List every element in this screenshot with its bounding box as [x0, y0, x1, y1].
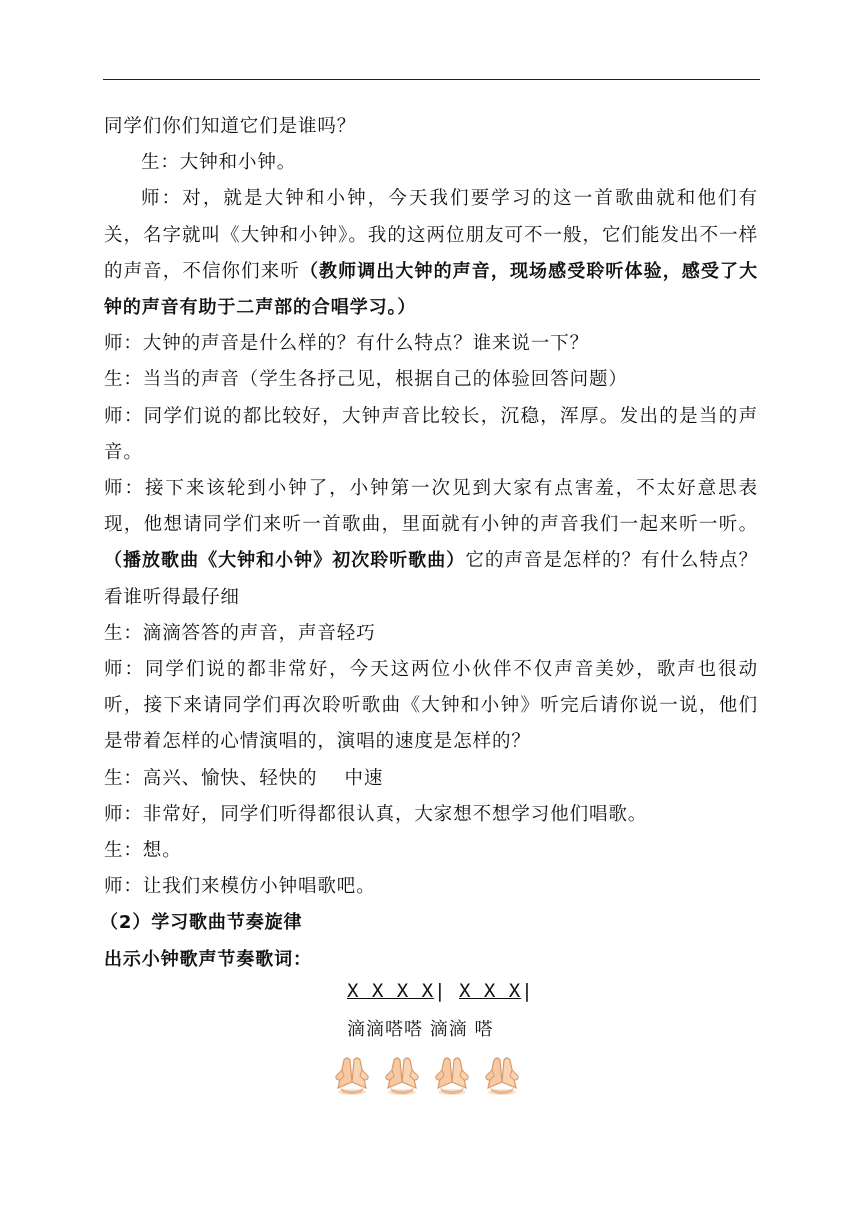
- paragraph: 同学们你们知道它们是谁吗？: [104, 116, 357, 137]
- paragraph: 师：非常好，同学们听得都很认真，大家想不想学习他们唱歌。: [104, 803, 648, 825]
- paragraph: 生：高兴、愉快、轻快的 中速: [104, 767, 384, 789]
- header-rule: [103, 79, 760, 80]
- lesson-text: [100, 109, 758, 978]
- paragraph: [104, 471, 758, 616]
- rhythm-notation: [347, 980, 534, 1002]
- paragraph-text: 师：接下来该轮到小钟了，小钟第一次见到大家有点害羞，不太好意思表现，他想请同学们来听一首歌曲，里面就有小钟的声音我们一起来听一听。: [104, 478, 758, 536]
- clapping-hands-icon: [332, 1052, 372, 1096]
- paragraph-text: 师：对，就是大钟和小钟，今天我们要学习的这一首歌曲就和他们有关，名字就叫《大钟和小钟》。我的这两位朋友可不一般，它们能发出不一样的声音，不信你们来听: [104, 188, 758, 282]
- clapping-hands-icon: [432, 1052, 472, 1096]
- rhythm-bar-1: X X X X: [347, 980, 435, 1002]
- paragraph: [104, 181, 758, 326]
- clapping-hands-icon: [382, 1052, 422, 1096]
- rhythm-lyrics: 滴滴嗒嗒 滴滴 嗒: [347, 1019, 494, 1040]
- bold-instruction: （播放歌曲《大钟和小钟》初次聆听歌曲）: [104, 550, 466, 572]
- paragraph: 师：同学们说的都非常好，今天这两位小伙伴不仅声音美妙，歌声也很动听，接下来请同学们再次聆听歌曲《大钟和小钟》听完后请你说一说，他们是带着怎样的心情演唱的，演唱的速度是怎样的？: [104, 659, 758, 753]
- barline: |: [521, 980, 534, 1002]
- clap-row: [332, 1052, 522, 1096]
- rhythm-bar-2: X X X: [458, 980, 522, 1002]
- paragraph: 生：大钟和小钟。: [141, 152, 297, 174]
- paragraph: 生：想。: [104, 840, 182, 862]
- bold-instruction: （教师调出大钟的声音，现场感受聆听体验，感受了大钟的声音有助于二声部的合唱学习。）: [104, 260, 758, 319]
- paragraph-tail: 它的声音是怎样的？有什么特点？看谁听得最仔细: [104, 550, 758, 608]
- paragraph: 生：当当的声音（学生各抒己见，根据自己的体验回答问题）: [104, 369, 628, 391]
- paragraph: 师：同学们说的都比较好，大钟声音比较长，沉稳，浑厚。发出的是当的声音。: [104, 405, 758, 463]
- section-heading: （2）学习歌曲节奏旋律: [100, 912, 303, 934]
- paragraph: 师：让我们来模仿小钟唱歌吧。: [104, 876, 376, 898]
- subheading: 出示小钟歌声节奏歌词：: [104, 948, 312, 970]
- clapping-hands-icon: [482, 1052, 522, 1096]
- paragraph: 师：大钟的声音是什么样的？有什么特点？谁来说一下？: [104, 333, 590, 355]
- paragraph: 生：滴滴答答的声音，声音轻巧: [104, 622, 376, 644]
- barline: |: [434, 980, 447, 1002]
